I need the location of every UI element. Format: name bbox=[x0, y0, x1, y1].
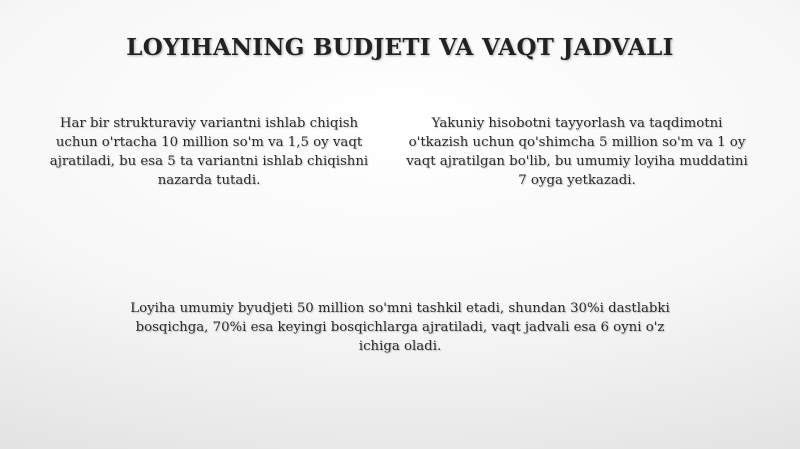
budget-per-variant-text: Har bir strukturaviy variantni ishlab chiqish uchun o'rtacha 10 million so'm va 1,5 oy vaqt ajratiladi, bu esa 5 ta variantni ishlab chiqishni nazarda tutadi. bbox=[49, 116, 369, 188]
final-report-text: Yakuniy hisobotni tayyorlash va taqdimotni o'tkazish uchun qo'shimcha 5 million so'm va 1 oy vaqt ajratilgan bo'lib, bu umumiy loyiha muddatini 7 oyga yetkazadi. bbox=[406, 116, 748, 188]
total-budget-text: Loyiha umumiy byudjeti 50 million so'mni tashkil etadi, shundan 30%i dastlabki bosqichga, 70%i esa keyingi bosqichlarga ajratiladi, vaqt jadvali esa 6 oyni o'z ichiga oladi. bbox=[130, 301, 670, 354]
slide-title: LOYIHANING BUDJETI VA VAQT JADVALI bbox=[126, 34, 674, 61]
